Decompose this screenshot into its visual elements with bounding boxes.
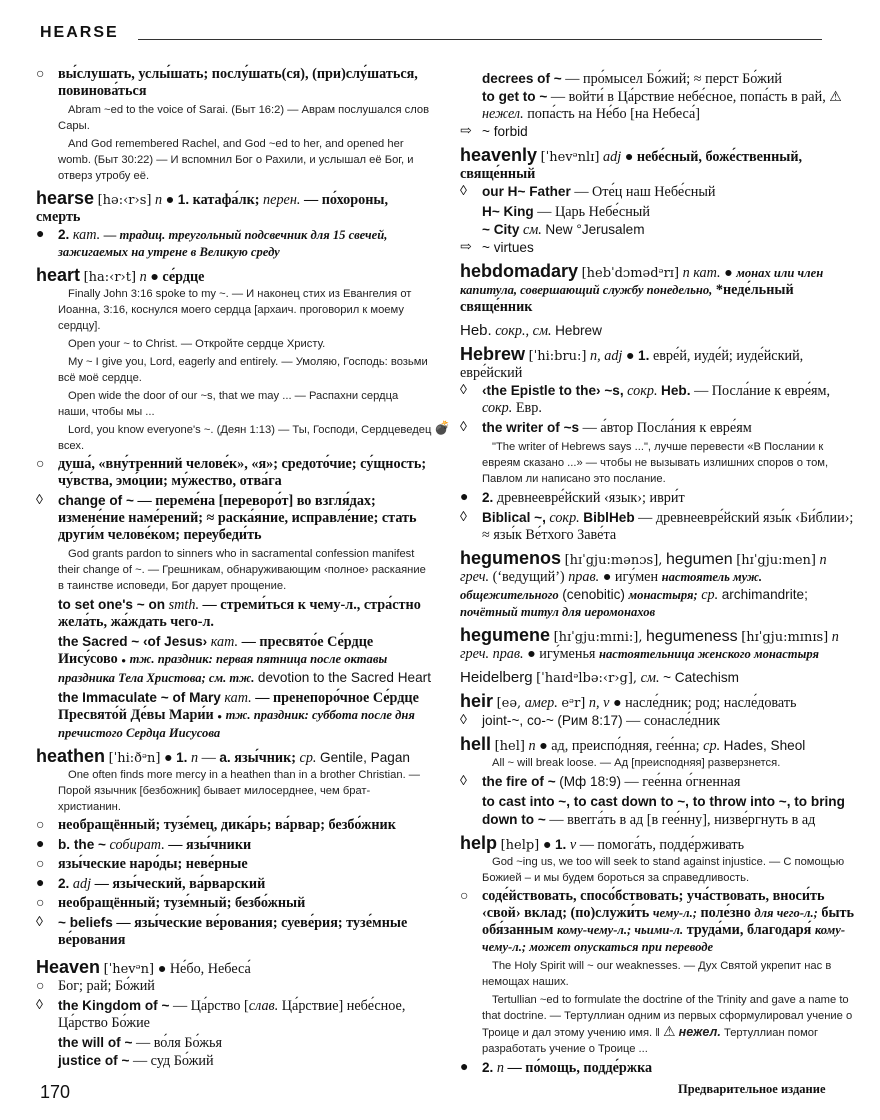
heathen-sense-2: ● 2. adj — язы́ческий, ва́рварский — [36, 876, 266, 892]
headword: hearse — [36, 188, 95, 208]
diamond-marker-icon: ◊ — [460, 420, 467, 435]
diamond-marker-icon: ◊ — [36, 915, 43, 930]
bullet-icon: ● — [602, 569, 612, 585]
heart-fig: ○ душа́, «вну́тренний челове́к», «я»; средото́чие; су́щность; чу́вства, эмо́ции; му́жество, отва́га — [36, 456, 427, 489]
edition-label: Предварительное издание — [678, 1082, 826, 1096]
bullet-icon: ● — [460, 1060, 469, 1075]
heaven-phrase-kingdom: ◊ the Kingdom of ~ — Ца́рство [слав. Ца́рствие] небе́сное, Ца́рство Бо́жие — [36, 998, 406, 1031]
headword: Hebrew — [460, 344, 526, 364]
diamond-marker-icon: ◊ — [460, 510, 467, 525]
header-rule — [138, 39, 822, 40]
entry-heavenly: heavenly [ˈhevᵊnlɪ] adj ● небе́сный, боже́ственный, свяще́нный — [460, 145, 803, 182]
example: Open your ~ to Christ. — Откройте сердце Христу. — [68, 338, 326, 350]
example: My ~ I give you, Lord, eagerly and entirely. — Умоляю, Господь: возьми всё моё сердце. — [58, 356, 428, 384]
headword: heir — [460, 691, 494, 711]
headword: Heaven — [36, 957, 101, 977]
bullet-icon: ● — [527, 646, 536, 662]
cross-reference-link[interactable]: ~ virtues — [482, 240, 534, 255]
heaven-phrase-get-to: to get to ~ — войти́ в Ца́рствие небе́сное, попа́сть в рай, ⚠ нежел. попа́сть на Не́бо [на Небеса́] — [482, 89, 842, 122]
running-head: HEARSE — [40, 24, 119, 41]
heaven-fig: ○ Бог; рай; Бо́жий — [36, 978, 155, 994]
arrow-right-icon: ⇨ — [460, 240, 472, 255]
bullet-icon: ● — [36, 227, 45, 242]
cross-reference-link[interactable]: Hebrew — [555, 323, 602, 338]
dot-icon: ● — [217, 712, 223, 721]
bullet-icon: ● — [539, 738, 548, 754]
heathen-sense-1b: ● b. the ~ собират. — язы́чники — [36, 837, 252, 853]
example: Lord, you know everyone's ~. (Деян 1:13) — Ты, Господи, Сердцеведец всех. — [58, 424, 432, 452]
headword: help — [460, 833, 498, 853]
heavenly-phrase-city: ~ City см. New °Jerusalem — [482, 222, 645, 238]
heathen-fig-3: ○ необращённый; тузе́мный; безбо́жный — [36, 895, 306, 911]
heavenly-see — [460, 239, 856, 257]
cross-reference-link[interactable]: Hades, Sheol — [723, 738, 806, 753]
circle-marker-icon: ○ — [36, 857, 45, 872]
entry-hegumene: hegumene [hɪˈgju:mɪni:], hegumeness [hɪˈgju:mɪnɪs] n греч. прав. ● игу́менья настоятельница женского монастыря — [460, 625, 839, 662]
headword: hegumenos — [460, 548, 562, 568]
cross-reference-link[interactable]: archimandrite; — [721, 587, 808, 602]
heaven-see — [460, 123, 856, 141]
circle-marker-icon: ○ — [36, 896, 45, 911]
hebrew-phrase-writer: 💣 ◊ the writer of ~s — а́втор Посла́ния к евре́ям — [434, 420, 752, 436]
entry-heaven: Heaven [ˈhevᵊn] ● Не́бо, Небеса́ — [36, 957, 251, 977]
heavenly-phrase-king: H~ King — Царь Небе́сный — [482, 204, 650, 220]
cross-reference-link[interactable]: New °Jerusalem — [545, 222, 645, 237]
entry-heidelberg: Heidelberg [ˈhaɪdᵊlbə:‹r›g], см. ~ Catechism — [460, 669, 740, 686]
bullet-icon: ● — [724, 265, 733, 281]
bullet-icon: ● — [542, 837, 552, 853]
example: And God remembered Rachel, and God ~ed to her, and opened her womb. (Быт 30:22) — И вспомнил Бог о Рахили, и услышал её Бог, и отверз утробу её. — [58, 138, 414, 182]
entry-help: help [help] ● 1. v — помога́ть, подде́рживать — [460, 833, 745, 853]
entry-hell: hell [hel] n ● ад, преиспо́дняя, гее́нна; ср. Hades, Sheol — [460, 734, 806, 754]
heart-phrase-set: to set one's ~ on smth. — стреми́ться к чему-л., стра́стно жела́ть, жа́ждать чего-л. — [58, 597, 421, 630]
circle-marker-icon: ○ — [36, 457, 45, 472]
heir-phrase-joint: ◊ joint-~, co-~ (Рим 8:17) — сонасле́дник — [460, 713, 720, 729]
hebrew-phrase-biblical: ◊ Biblical ~, сокр. BiblHeb — древнеевре́йский язы́к ‹Би́блии›; ≈ язы́к Ве́тхого Заве́та — [460, 510, 854, 543]
heart-phrase-immaculate: the Immaculate ~ of Mary кат. — пренепоро́чное Се́рдце Пресвято́й Де́вы Мари́и ● тж. праздник: суббота после дня пречистого Сердца Иисусова — [58, 690, 419, 740]
heavenly-phrase-father: ◊ our H~ Father — Оте́ц наш Небе́сный — [460, 184, 716, 200]
example: God ~ing us, we too will seek to stand against injustice. — С помощью Божией – и мы будем бороться за справедливость. — [482, 856, 845, 884]
hebrew-phrase-epistle: ◊ ‹the Epistle to the› ~s, сокр. Heb. — Посла́ние к евре́ям, сокр. Евр. — [460, 383, 831, 416]
diamond-marker-icon: ◊ — [460, 713, 467, 728]
heathen-fig-1: ○ необращённый; тузе́мец, дика́рь; ва́рвар; безбо́жник — [36, 817, 396, 833]
heathen-phrase-beliefs: ◊ ~ beliefs — язы́ческие ве́рования; суеве́рия; тузе́мные ве́рования — [36, 915, 408, 948]
hell-phrase-cast: to cast into ~, to cast down to ~, to throw into ~, to bring down to ~ — ввerга́ть в ад [в гее́нну], низве́ргнуть в ад — [482, 794, 845, 828]
warning-icon: ⚠ — [829, 89, 842, 105]
diamond-marker-icon: ◊ — [460, 184, 467, 199]
heart-phrase-change: ◊ change of ~ — переме́на [переворо́т] во взгля́дах; измене́ние наме́рений; ≈ раска́яние, исправле́ние; стать други́м челове́ком; переубеди́ть — [36, 493, 417, 543]
diamond-marker-icon: ◊ — [460, 774, 467, 789]
cross-reference-link[interactable]: ~ Catechism — [663, 670, 740, 685]
heaven-phrase-will: the will of ~ — во́ля Бо́жья — [58, 1035, 223, 1051]
bullet-icon: ● — [165, 192, 175, 208]
help-sense-2: ● 2. n — по́мощь, подде́ржка — [460, 1060, 653, 1076]
entry-heir: heir [eə, амер. eᵊr] n, v ● насле́дник; род; насле́довать — [460, 691, 797, 711]
left-column — [36, 66, 432, 1070]
help-fig: ○ соде́йствовать, спосо́бствовать; уча́ствовать, вноси́ть ‹свой› вклад; (по)служи́ть чему-л.; поле́зно для чего-л.; быть обя́занным кому-чему-л.; чьими-л. труда́ми, благодаря́ кому-чему-л.; может опускаться при переводе — [460, 888, 855, 954]
bullet-icon: ● — [157, 961, 167, 977]
dot-icon: ● — [121, 656, 127, 665]
entry-hebdomadary: hebdomadary [hebˈdɔmədᵊrɪ] n кат. ● монах или член капитула, совершающий службу понедельно, *неде́льный свяще́нник — [460, 261, 824, 315]
example: The Holy Spirit will ~ our weaknesses. — Дух Святой укрепит нас в немощах наших. — [482, 960, 832, 988]
circle-marker-icon: ○ — [460, 889, 469, 904]
warning-icon: ⚠ — [662, 1024, 676, 1040]
heathen-fig-2: ○ язы́ческие наро́ды; неве́рные — [36, 856, 248, 872]
diamond-marker-icon: ◊ — [36, 998, 43, 1013]
entry-hearse: hearse [hə:‹r›s] n ● 1. катафа́лк; перен. — по́хороны, смерть — [36, 188, 389, 225]
diamond-marker-icon: ◊ — [36, 493, 43, 508]
headword: heavenly — [460, 145, 538, 165]
entry-hegumenos: hegumenos [hɪˈgju:mənɔs], hegumen [hɪˈgju:men] n греч. (‘ведущий’) прав. ● игу́мен настоятель муж. общежительного (cenobitic) монастыря; ср. archimandrite; почётный титул для иеромонахов — [460, 548, 827, 619]
example: "The writer of Hebrews says ...", лучше перевести «В Послании к евреям сказано ...» — чтобы не вызывать излишних споров о том, Павлом ли написано это послание. — [482, 441, 829, 485]
example: One often finds more mercy in a heathen than in a brother Christian. — Порой язычник [безбожник] бывает милосерднее, чем брат-христианин. — [58, 769, 420, 813]
headword: hebdomadary — [460, 261, 579, 281]
example: Finally John 3:16 spoke to my ~. — И наконец стих из Евангелия от Иоанна, 3:16, коснулся моего сердца [архаич. проговорил к моему сердцу]. — [58, 288, 412, 332]
headword: heart — [36, 265, 81, 285]
hell-phrase-fire: ◊ the fire of ~ (Мф 18:9) — гее́нна о́гненная — [460, 774, 741, 790]
heaven-phrase-justice: justice of ~ — суд Бо́жий — [58, 1053, 214, 1069]
entry-heb: Heb. сокр., см. Hebrew — [460, 322, 602, 339]
diamond-marker-icon: ◊ — [460, 383, 467, 398]
example: Open wide the door of our ~s, that we may ... — Распахни сердца наши, чтобы мы ... — [58, 390, 399, 418]
entry-heart: heart [ha:‹r›t] n ● се́рдце — [36, 265, 205, 285]
example: Abram ~ed to the voice of Sarai. (Быт 16:2) — Аврам послушался слов Сары. — [58, 104, 430, 132]
bullet-icon: ● — [150, 269, 159, 285]
page-number: 170 — [40, 1082, 71, 1102]
headword: hell — [460, 734, 492, 754]
bullet-icon: ● — [460, 490, 469, 505]
entry-hebrew: Hebrew [ˈhi:bru:] n, adj ● 1. евре́й, иуде́й; иуде́йский, евре́йский — [460, 344, 804, 381]
headword: Heb. — [460, 322, 492, 339]
hebrew-sense-2: ● 2. древнеевре́йский ‹язык›; иври́т — [460, 490, 685, 506]
right-column — [434, 70, 856, 1079]
heart-phrase-sacred: the Sacred ~ ‹of Jesus› кат. — пресвято́е Се́рдце Иису́сово ● тж. праздник: первая пятница после октавы праздника Тела Христова; см. тж. devotion to the Sacred Heart — [58, 634, 431, 685]
hearken-sense-fig: ○ вы́слушать, услы́шать; послу́шать(ся), (при)слу́шаться, повинова́ться — [36, 66, 418, 99]
circle-marker-icon: ○ — [36, 67, 45, 82]
example: Tertullian ~ed to formulate the doctrine of the Trinity and gave a name to that doctrine. — Тертуллиан одним из первых сформулировал учение о Троице и дал этому учению имя. ‖ ⚠ нежел. Тертуллиан помог разработать учение о Троице ... — [482, 994, 853, 1055]
circle-marker-icon: ○ — [36, 818, 45, 833]
heaven-phrase-decrees: decrees of ~ — про́мысел Бо́жий; ≈ перст Бо́жий — [482, 71, 783, 87]
bomb-icon: 💣 — [434, 420, 451, 435]
entry-heathen: heathen [ˈhi:ðᵊn] ● 1. n — a. язы́чник; ср. Gentile, Pagan — [36, 746, 410, 766]
headword: hegumene — [460, 625, 551, 645]
bullet-icon: ● — [625, 348, 635, 364]
circle-marker-icon: ○ — [36, 979, 45, 994]
bullet-icon: ● — [36, 876, 45, 891]
bullet-icon: ● — [163, 750, 173, 766]
example: All ~ will break loose. — Ад [преисподняя] разверзнется. — [492, 757, 781, 769]
running-header — [40, 24, 822, 44]
bullet-icon: ● — [36, 837, 45, 852]
cross-reference-link[interactable]: ~ forbid — [482, 124, 528, 139]
arrow-right-icon: ⇨ — [460, 124, 472, 139]
example: God grants pardon to sinners who in sacramental confession manifest their change of ~. — Грешникам, обнаруживающим ‹полное› раскаяние в таинстве исповеди, Бог дарует прощение. — [58, 548, 426, 592]
headword: heathen — [36, 746, 106, 766]
bullet-icon: ● — [624, 149, 634, 165]
headword: Heidelberg — [460, 669, 533, 686]
bullet-icon: ● — [612, 695, 622, 711]
hearse-sense-2: ● 2. кат. — традиц. треугольный подсвечник для 15 свечей, зажигаемых на утрене в Великую среду — [36, 227, 388, 259]
